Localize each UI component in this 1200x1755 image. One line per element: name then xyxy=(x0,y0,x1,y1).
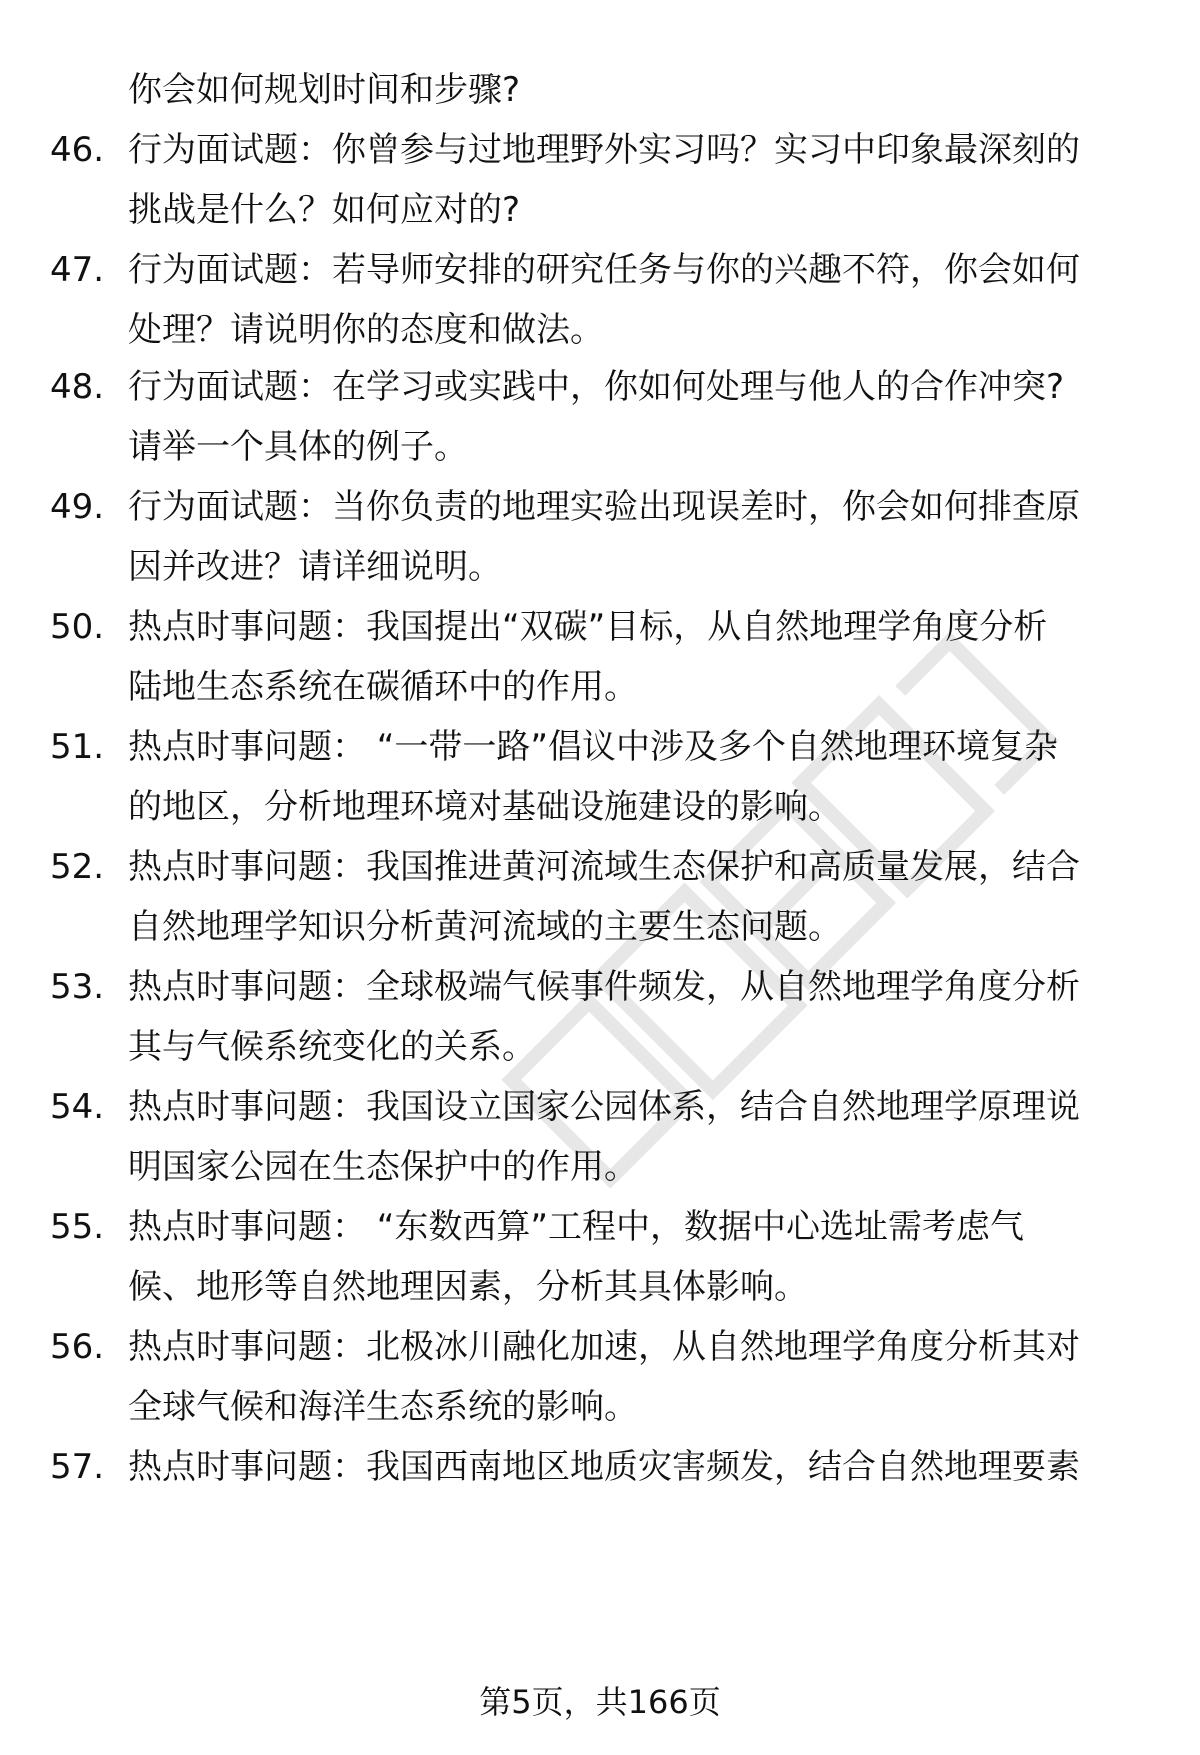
item-line: 热点时事问题：北极冰川融化加速，从自然地理学角度分析其对 xyxy=(128,1327,1080,1367)
item-line: 行为面试题：在学习或实践中，你如何处理与他人的合作冲突? xyxy=(128,367,1065,407)
item-text xyxy=(128,120,1188,240)
page-footer: 第5页，共166页 xyxy=(479,1683,721,1721)
continuation-line: 你会如何规划时间和步骤? xyxy=(128,70,521,110)
item-text xyxy=(128,1317,1188,1437)
item-line: 的地区，分析地理环境对基础设施建设的影响。 xyxy=(128,787,842,827)
item-text xyxy=(128,1077,1188,1197)
item-line: 热点时事问题：全球极端气候事件频发，从自然地理学角度分析 xyxy=(128,967,1080,1007)
item-number: 48. xyxy=(50,367,105,407)
item-text xyxy=(128,837,1188,957)
item-line: 其与气候系统变化的关系。 xyxy=(128,1027,536,1067)
item-number: 52. xyxy=(50,847,105,887)
item-line: 行为面试题：你曾参与过地理野外实习吗？实习中印象最深刻的 xyxy=(128,130,1080,170)
item-line: 请举一个具体的例子。 xyxy=(128,427,468,467)
item-line: 候、地形等自然地理因素，分析其具体影响。 xyxy=(128,1267,808,1307)
item-line: 处理？请说明你的态度和做法。 xyxy=(128,310,604,350)
item-line: 因并改进？请详细说明。 xyxy=(128,547,502,587)
item-line: 热点时事问题： “一带一路”倡议中涉及多个自然地理环境复杂 xyxy=(128,727,1059,767)
item-line: 热点时事问题：我国推进黄河流域生态保护和高质量发展，结合 xyxy=(128,847,1080,887)
item-line: 全球气候和海洋生态系统的影响。 xyxy=(128,1387,638,1427)
item-number: 49. xyxy=(50,487,105,527)
item-number: 51. xyxy=(50,727,105,767)
item-line: 行为面试题：当你负责的地理实验出现误差时，你会如何排查原 xyxy=(128,487,1080,527)
item-line: 热点时事问题：我国提出“双碳”目标，从自然地理学角度分析 xyxy=(128,607,1048,647)
item-number: 54. xyxy=(50,1087,105,1127)
item-number: 50. xyxy=(50,607,105,647)
item-line: 自然地理学知识分析黄河流域的主要生态问题。 xyxy=(128,907,842,947)
item-line: 陆地生态系统在碳循环中的作用。 xyxy=(128,667,638,707)
item-line: 挑战是什么？如何应对的? xyxy=(128,190,521,230)
item-number: 56. xyxy=(50,1327,105,1367)
item-line: 行为面试题：若导师安排的研究任务与你的兴趣不符，你会如何 xyxy=(128,250,1080,290)
item-text xyxy=(128,1197,1188,1317)
item-number: 55. xyxy=(50,1207,105,1247)
item-line: 热点时事问题：我国设立国家公园体系，结合自然地理学原理说 xyxy=(128,1087,1080,1127)
item-text xyxy=(128,477,1188,597)
item-line: 明国家公园在生态保护中的作用。 xyxy=(128,1147,638,1187)
item-line: 热点时事问题： “东数西算”工程中，数据中心选址需考虑气 xyxy=(128,1207,1025,1247)
item-number: 53. xyxy=(50,967,105,1007)
item-number: 46. xyxy=(50,130,105,170)
item-number: 57. xyxy=(50,1447,105,1487)
item-text xyxy=(128,240,1188,360)
item-text xyxy=(128,1437,1188,1497)
item-text xyxy=(128,357,1188,477)
item-text xyxy=(128,957,1188,1077)
item-text xyxy=(128,717,1188,837)
item-text xyxy=(128,597,1188,717)
item-number: 47. xyxy=(50,250,105,290)
item-line: 热点时事问题：我国西南地区地质灾害频发，结合自然地理要素 xyxy=(128,1447,1080,1487)
